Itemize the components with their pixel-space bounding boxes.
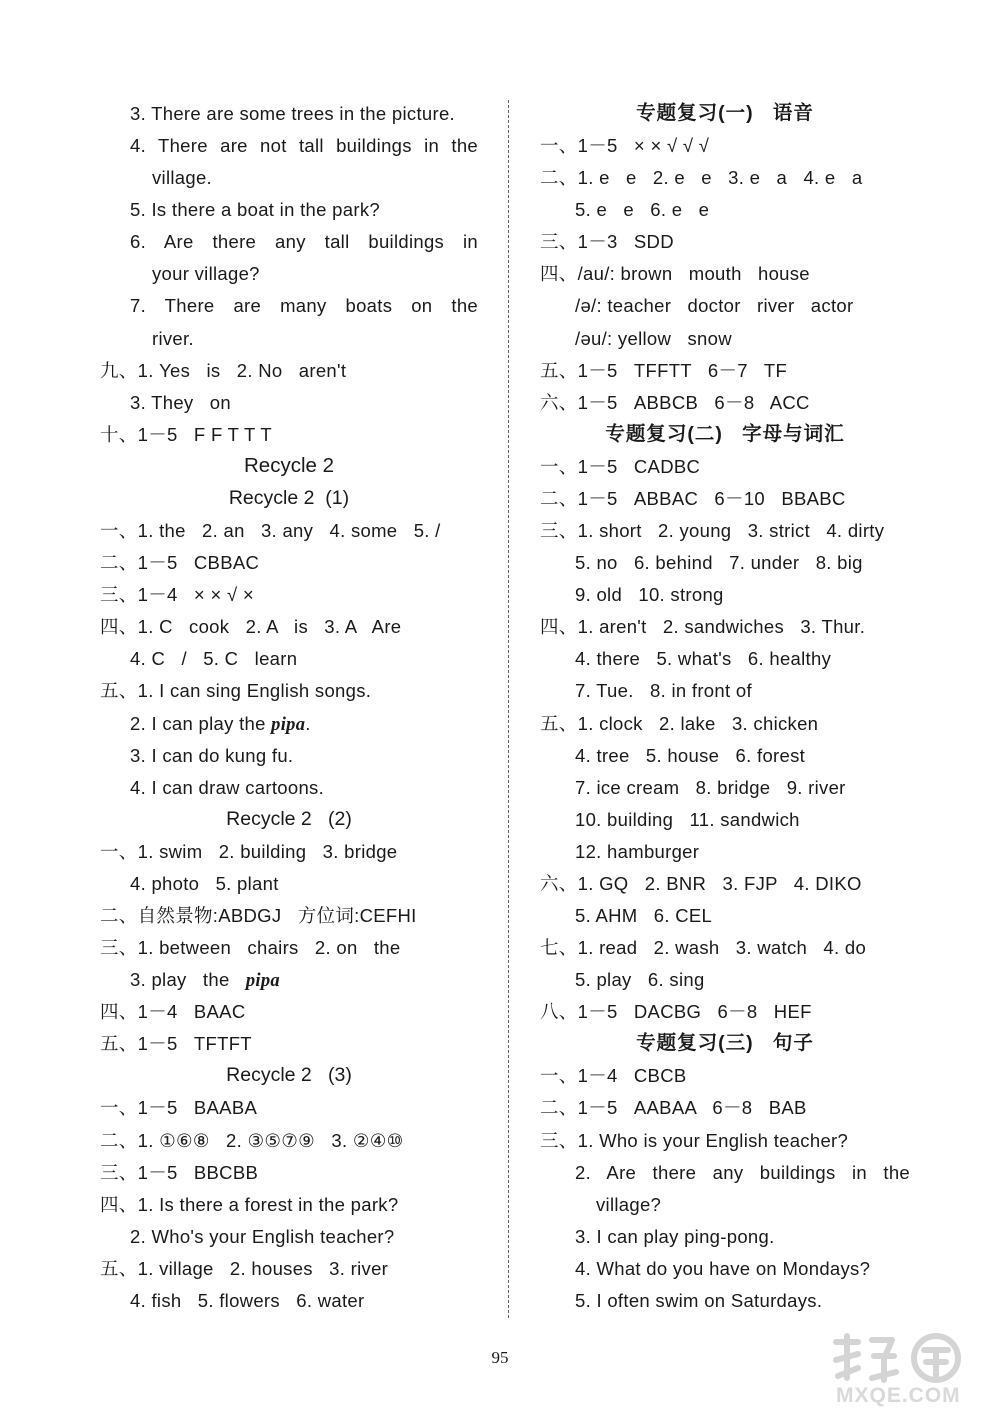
answer-line: 4. There are not tall buildings in the <box>130 135 478 157</box>
answer-line: 7. There are many boats on the <box>130 295 478 317</box>
answer-line: 5. e e 6. e e <box>575 199 710 221</box>
answer-line: 六、1－5 ABBCB 6－8 ACC <box>540 391 810 413</box>
answer-line: 五、1－5 TFTFT <box>100 1033 252 1055</box>
answer-line: 三、1－3 SDD <box>540 231 674 253</box>
answer-line: 7. ice cream 8. bridge 9. river <box>575 776 846 798</box>
answer-line: 5. Is there a boat in the park? <box>130 199 380 221</box>
answer-line: 二、1－5 AABAA 6－8 BAB <box>540 1097 807 1119</box>
answer-line: 九、1. Yes is 2. No aren't <box>100 359 347 381</box>
answer-line: 一、1－4 CBCB <box>540 1065 687 1087</box>
answer-line: 十、1－5 F F T T T <box>100 423 272 445</box>
answer-line: 八、1－5 DACBG 6－8 HEF <box>540 1001 812 1023</box>
answer-line: 4. photo 5. plant <box>130 872 279 894</box>
answer-line: 二、1－5 CBBAC <box>100 552 260 574</box>
section-heading: 专题复习(三) 句子 <box>636 1032 814 1055</box>
answer-line: 四、1－4 BAAC <box>100 1001 246 1023</box>
answer-line: river. <box>152 327 194 349</box>
answer-line: 三、1. Who is your English teacher? <box>540 1129 849 1151</box>
answer-line: 7. Tue. 8. in front of <box>575 680 752 702</box>
answer-line: 3. play the pipa <box>130 969 280 992</box>
answer-line: 4. What do you have on Mondays? <box>575 1257 871 1279</box>
section-heading: 专题复习(二) 字母与词汇 <box>605 422 845 445</box>
answer-line: 四、/au/: brown mouth house <box>540 263 810 285</box>
answer-line: 4. C / 5. C learn <box>130 648 298 670</box>
section-heading: Recycle 2 <box>243 453 334 477</box>
answer-line: 2. I can play the pipa. <box>130 712 311 735</box>
answer-line: 五、1－5 TFFTT 6－7 TF <box>540 359 788 381</box>
answer-line: /ə/: teacher doctor river actor <box>575 295 854 317</box>
answer-line: 4. fish 5. flowers 6. water <box>130 1289 365 1311</box>
answer-line: 三、1－5 BBCBB <box>100 1161 259 1183</box>
watermark-text: MXQE.COM <box>836 1384 961 1407</box>
answer-line: 2. Who's your English teacher? <box>130 1225 395 1247</box>
answer-line: 五、1. I can sing English songs. <box>100 680 372 702</box>
page-number: 95 <box>491 1348 509 1367</box>
answer-line: /əu/: yellow snow <box>575 327 732 349</box>
answer-line: 5. I often swim on Saturdays. <box>575 1289 823 1311</box>
section-heading: 专题复习(一) 语音 <box>636 102 814 124</box>
answer-line: 一、1. the 2. an 3. any 4. some 5. / <box>100 520 441 542</box>
section-heading: Recycle 2 (2) <box>226 807 352 830</box>
answer-line: 3. There are some trees in the picture. <box>130 103 455 124</box>
answer-line: 五、1. village 2. houses 3. river <box>100 1257 389 1279</box>
answer-line: 4. I can draw cartoons. <box>130 776 325 798</box>
answer-line: 4. tree 5. house 6. forest <box>575 744 806 766</box>
answer-line: 二、1－5 ABBAC 6－10 BBABC <box>540 487 846 509</box>
answer-line: 2. Are there any buildings in the <box>575 1161 910 1183</box>
answer-line: 二、1. ①⑥⑧ 2. ③⑤⑦⑨ 3. ②④⑩ <box>100 1129 404 1151</box>
answer-line: 6. Are there any tall buildings in <box>130 231 478 253</box>
answer-line: 5. no 6. behind 7. under 8. big <box>575 552 863 574</box>
answer-line: 四、1. Is there a forest in the park? <box>100 1193 399 1215</box>
answer-line: 10. building 11. sandwich <box>575 808 800 830</box>
answer-line: 二、自然景物:ABDGJ 方位词:CEFHI <box>100 905 417 926</box>
answer-line: 4. there 5. what's 6. healthy <box>575 648 832 670</box>
answer-line: 一、1. swim 2. building 3. bridge <box>100 840 398 862</box>
section-heading: Recycle 2 (1) <box>228 486 350 509</box>
answer-line: 5. play 6. sing <box>575 969 705 991</box>
answer-line: 12. hamburger <box>575 840 700 862</box>
answer-line: your village? <box>152 263 260 285</box>
column-divider <box>508 100 509 1318</box>
answer-line: 三、1. short 2. young 3. strict 4. dirty <box>540 520 885 542</box>
answer-line: 四、1. aren't 2. sandwiches 3. Thur. <box>540 616 866 638</box>
answer-line: 9. old 10. strong <box>575 584 724 606</box>
answer-line: 三、1. between chairs 2. on the <box>100 937 401 959</box>
answer-line: 一、1－5 × × √ √ √ <box>540 135 710 157</box>
answer-line: 四、1. C cook 2. A is 3. A Are <box>100 616 402 638</box>
answer-line: 3. I can play ping-pong. <box>575 1225 775 1247</box>
answer-line: 六、1. GQ 2. BNR 3. FJP 4. DIKO <box>540 872 862 894</box>
answer-line: 一、1－5 BAABA <box>100 1097 258 1119</box>
answer-line: 5. AHM 6. CEL <box>575 905 713 926</box>
answer-line: 二、1. e e 2. e e 3. e a 4. e a <box>540 167 863 189</box>
answer-line: village? <box>596 1193 662 1215</box>
answer-line: 3. They on <box>130 391 231 413</box>
answer-line: village. <box>152 167 212 189</box>
answer-line: 七、1. read 2. wash 3. watch 4. do <box>540 937 867 959</box>
answer-logo-icon <box>828 1332 968 1384</box>
answer-line: 五、1. clock 2. lake 3. chicken <box>540 712 819 734</box>
answer-line: 三、1－4 × × √ × <box>100 584 254 606</box>
answer-line: 3. I can do kung fu. <box>130 744 294 766</box>
answer-line: 一、1－5 CADBC <box>540 455 701 477</box>
section-heading: Recycle 2 (3) <box>226 1064 352 1087</box>
